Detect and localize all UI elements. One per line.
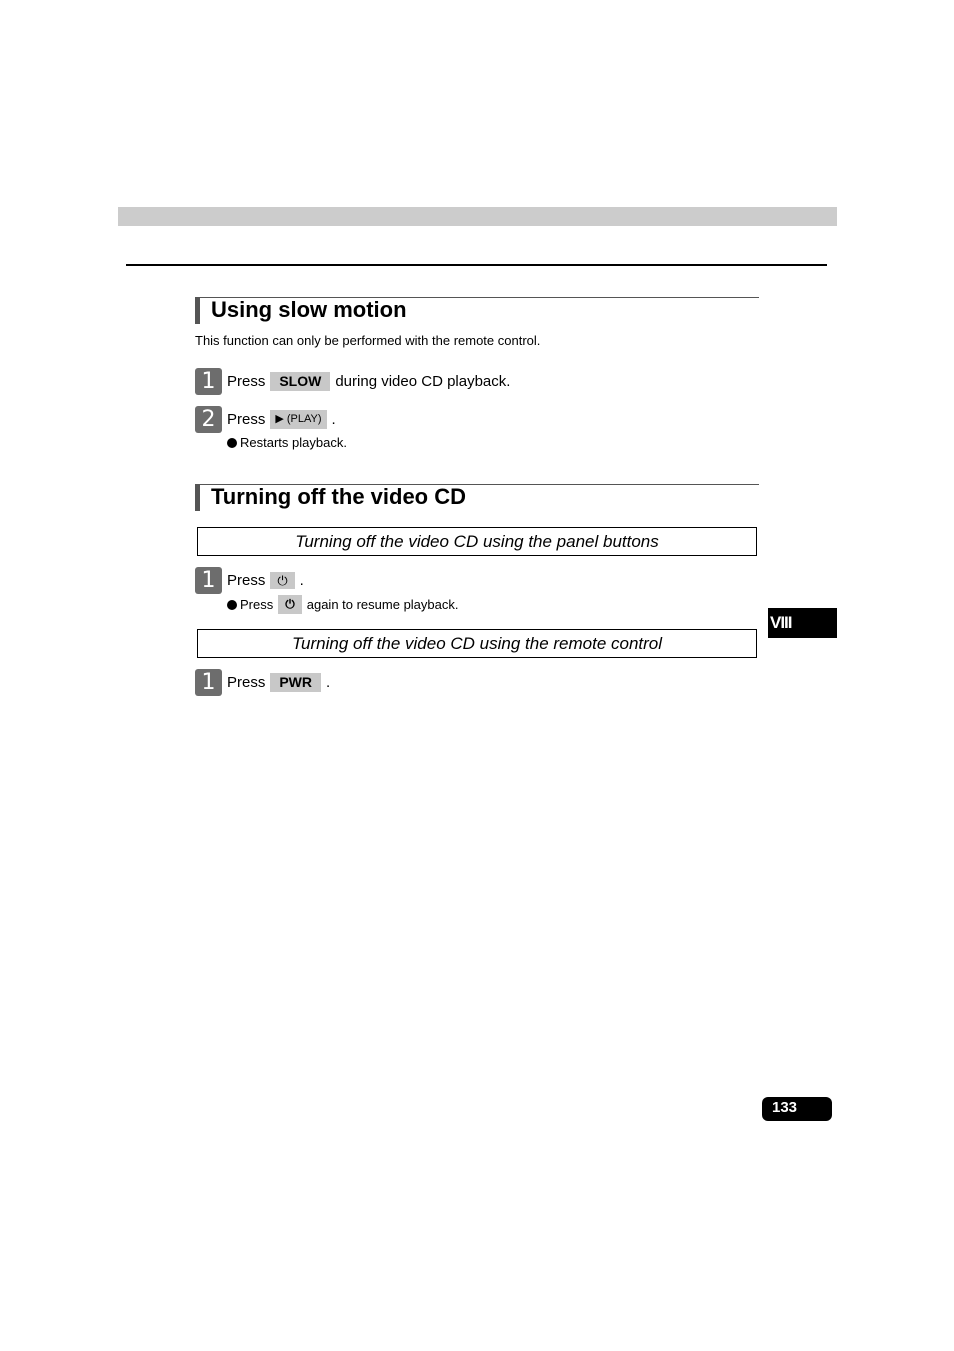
play-icon: ▶ <box>275 412 284 425</box>
step-2-play <box>195 405 336 433</box>
step-text-rest: during video CD playback. <box>335 372 511 390</box>
pwr-button: PWR <box>270 673 321 692</box>
step-1-panel-power <box>195 566 304 594</box>
subheading-panel-buttons: Turning off the video CD using the panel buttons <box>197 527 757 556</box>
play-button <box>270 410 326 429</box>
slow-button: SLOW <box>270 372 330 391</box>
step-number: 1 <box>195 669 222 696</box>
page-number: 133 <box>762 1097 832 1121</box>
note-text-rest: again to resume playback. <box>306 597 459 612</box>
note-restarts <box>227 435 347 450</box>
play-button-label: (PLAY) <box>286 412 322 425</box>
step-text-press: Press <box>227 410 266 428</box>
step-number: 2 <box>195 406 222 433</box>
note-resume <box>227 595 459 614</box>
section-title: Using slow motion <box>211 297 407 322</box>
chapter-tab: VIII <box>768 608 837 638</box>
header-rule <box>126 264 827 266</box>
note-text: Restarts playback. <box>240 435 347 450</box>
section-heading-slow-motion <box>195 297 759 322</box>
bullet-icon <box>227 600 237 610</box>
power-icon: ⏻ <box>278 595 302 614</box>
step-1-slow <box>195 367 510 395</box>
note-text-press: Press <box>240 597 274 612</box>
step-number: 1 <box>195 368 222 395</box>
step-text-press: Press <box>227 372 266 390</box>
heading-bar <box>195 298 200 324</box>
step-text-press: Press <box>227 571 266 589</box>
section-heading-turning-off <box>195 484 759 509</box>
step-text-rest: . <box>326 673 331 691</box>
step-number: 1 <box>195 567 222 594</box>
step-1-remote-pwr <box>195 668 330 696</box>
step-text-rest: . <box>331 410 336 428</box>
intro-text: This function can only be performed with the remote control. <box>195 333 541 348</box>
subheading-remote-control: Turning off the video CD using the remote control <box>197 629 757 658</box>
bullet-icon <box>227 438 237 448</box>
header-band <box>118 207 837 226</box>
power-icon: ⏻ <box>270 572 294 589</box>
section-title: Turning off the video CD <box>211 484 467 509</box>
step-text-rest: . <box>299 571 304 589</box>
heading-bar <box>195 485 200 511</box>
step-text-press: Press <box>227 673 266 691</box>
